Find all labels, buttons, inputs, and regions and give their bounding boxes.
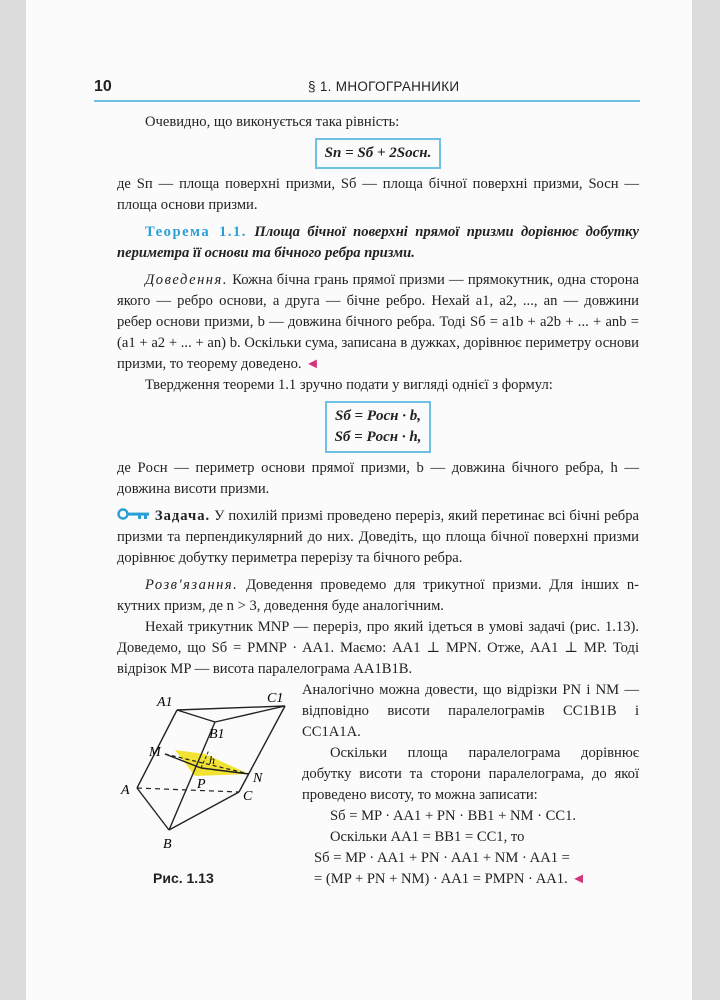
figure-1-13 xyxy=(117,680,292,887)
key-icon xyxy=(117,506,151,527)
paragraph-1: Нехай трикутник MNP — переріз, про який ідеться в умові задачі (рис. 1.13). Доведемо, що Sб = PMNP · AA1. Маємо: AA1 ⊥ MPN. Отже, AA1 ⊥ MP. Тоді відрізок MP — висота паралелограма AA1B1B. xyxy=(117,619,639,678)
formula-line-1: Sб = Pосн · b, xyxy=(334,408,422,424)
label-P: P xyxy=(197,777,206,793)
paragraph-2: Аналогічно можна довести, що відрізки PN і NM — відповідно висоти паралелограмів CC1B1B і CC1A1A. xyxy=(302,682,639,741)
solution-label: Розв'язання. xyxy=(145,577,239,594)
label-M: M xyxy=(149,745,161,761)
chapter-title: § 1. МНОГОГРАННИКИ xyxy=(308,79,460,94)
restate-text: Твердження теореми 1.1 зручно подати у вигляді однієї з формул: xyxy=(145,377,553,393)
paragraph-3: Оскільки площа паралелограма дорівнює добутку висоти та сторони паралелограма, до якої проведено висоту, то можна записати: xyxy=(302,745,639,804)
figure-caption: Рис. 1.13 xyxy=(153,870,214,887)
label-C1: C1 xyxy=(267,691,284,707)
definition-1: де Sп — площа поверхні призми, Sб — площа бічної поверхні призми, Sосн — площа основи призми. xyxy=(117,176,639,213)
label-A: A xyxy=(121,783,130,799)
proof-label: Доведення. xyxy=(145,272,228,288)
formula-lateral-area xyxy=(325,401,432,453)
proof-end-marker: ◄ xyxy=(305,356,320,372)
solution-end-marker: ◄ xyxy=(571,871,586,888)
intro-text: Очевидно, що виконується така рівність: xyxy=(145,114,400,130)
label-C: C xyxy=(243,789,253,805)
task-label: Задача. xyxy=(154,508,211,524)
equation-4-text: = (MP + PN + NM) · AA1 = PMPN · AA1. xyxy=(314,871,568,888)
label-A1: A1 xyxy=(157,695,173,711)
page-body xyxy=(117,112,639,895)
label-B1: B1 xyxy=(209,727,225,743)
right-column xyxy=(302,680,639,890)
label-B: B xyxy=(163,837,172,853)
proof xyxy=(117,270,639,375)
task xyxy=(117,506,639,569)
task-text: У похилій призмі проведено переріз, який перетинає всі бічні ребра призми та перпендикулярний до них. Доведіть, що площа бічної поверхні призми дорівнює добутку периметра перерізу та бічного ребра. xyxy=(117,508,639,567)
theorem-text: Площа бічної поверхні прямої призми дорівнює добутку периметра її основи та бічного ребра призми. xyxy=(117,224,639,261)
formula-surface-area: Sп = Sб + 2Sосн. xyxy=(315,138,442,169)
label-N: N xyxy=(253,771,263,787)
formula-line-2: Sб = Pосн · h, xyxy=(334,429,422,445)
solution xyxy=(117,575,639,617)
theorem-1-1 xyxy=(117,222,639,264)
equation-3: Sб = MP · AA1 + PN · AA1 + NM · AA1 = xyxy=(314,850,570,867)
equation-4 xyxy=(302,869,639,890)
definition-2: де Pосн — периметр основи прямої призми, b — довжина бічного ребра, h — довжина висоти призми. xyxy=(117,460,639,497)
equation-2: Оскільки AA1 = BB1 = CC1, то xyxy=(330,829,525,846)
page-header xyxy=(94,78,640,102)
prism-diagram xyxy=(117,680,292,870)
theorem-label: Теорема 1.1. xyxy=(145,224,247,240)
label-h: h xyxy=(209,753,215,768)
equation-1: Sб = MP · AA1 + PN · BB1 + NM · CC1. xyxy=(330,808,577,825)
page-number: 10 xyxy=(94,78,112,95)
solution-text: Доведення проведемо для трикутної призми. Для інших n-кутних призм, де n > 3, доведення буде аналогічним. xyxy=(117,577,639,615)
figure-block xyxy=(117,680,639,895)
proof-text: Кожна бічна грань прямої призми — прямокутник, одна сторона якого — ребро основи, а друга — бічне ребро. Нехай a1, a2, ..., an — довжини ребер основи призми, b — довжина бічного ребра. Тоді Sб = a1b + a2b + ... + anb = (a1 + a2 + ... + an) b. Оскільки сума, записана в дужках, дорівнює периметру основи призми, то теорему доведено. xyxy=(117,272,639,372)
